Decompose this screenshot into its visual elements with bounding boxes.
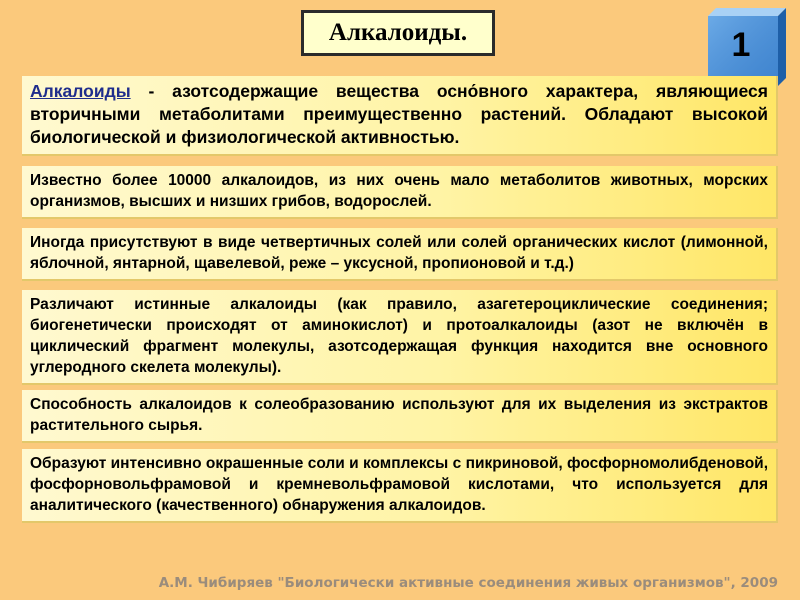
info-block-analysis: Образуют интенсивно окрашенные соли и комплексы с пикриновой, фосфорномолибденовой, фосфорновольфрамовой и кремневольфрамовой кислотами, что используется для аналитического (качественного) обнаружения алкалоидов.: [22, 449, 778, 523]
definition-panel: [22, 76, 778, 156]
footer-citation: А.М. Чибиряев "Биологически активные соединения живых организмов", 2009: [158, 575, 778, 591]
info-block-extraction: Способность алкалоидов к солеобразованию используют для их выделения из экстрактов растительного сырья.: [22, 390, 778, 443]
definition-text: - азотсодержащие вещества осно́вного характера, являющиеся вторичными метаболитами преимущественно растений. Обладают высокой биологической и физиологической активностью.: [30, 81, 768, 147]
info-block-salts: Иногда присутствуют в виде четвертичных солей или солей органических кислот (лимонной, яблочной, янтарной, щавелевой, реже – уксусной, пропионовой и т.д.): [22, 228, 778, 281]
info-block-types: Различают истинные алкалоиды (как правило, азагетероциклические соединения; биогенетически происходят от аминокислот) и протоалкалоиды (азот не включён в циклический фрагмент молекулы, азотсодержащая функция находится вне основного углеродного скелета молекулы).: [22, 290, 778, 385]
slide-number: 1: [731, 25, 751, 64]
info-block-count: Известно более 10000 алкалоидов, из них очень мало метаболитов животных, морских организмов, высших и низших грибов, водорослей.: [22, 166, 778, 219]
slide-title: Алкалоиды.: [301, 10, 495, 56]
definition-term: Алкалоиды: [30, 81, 131, 101]
